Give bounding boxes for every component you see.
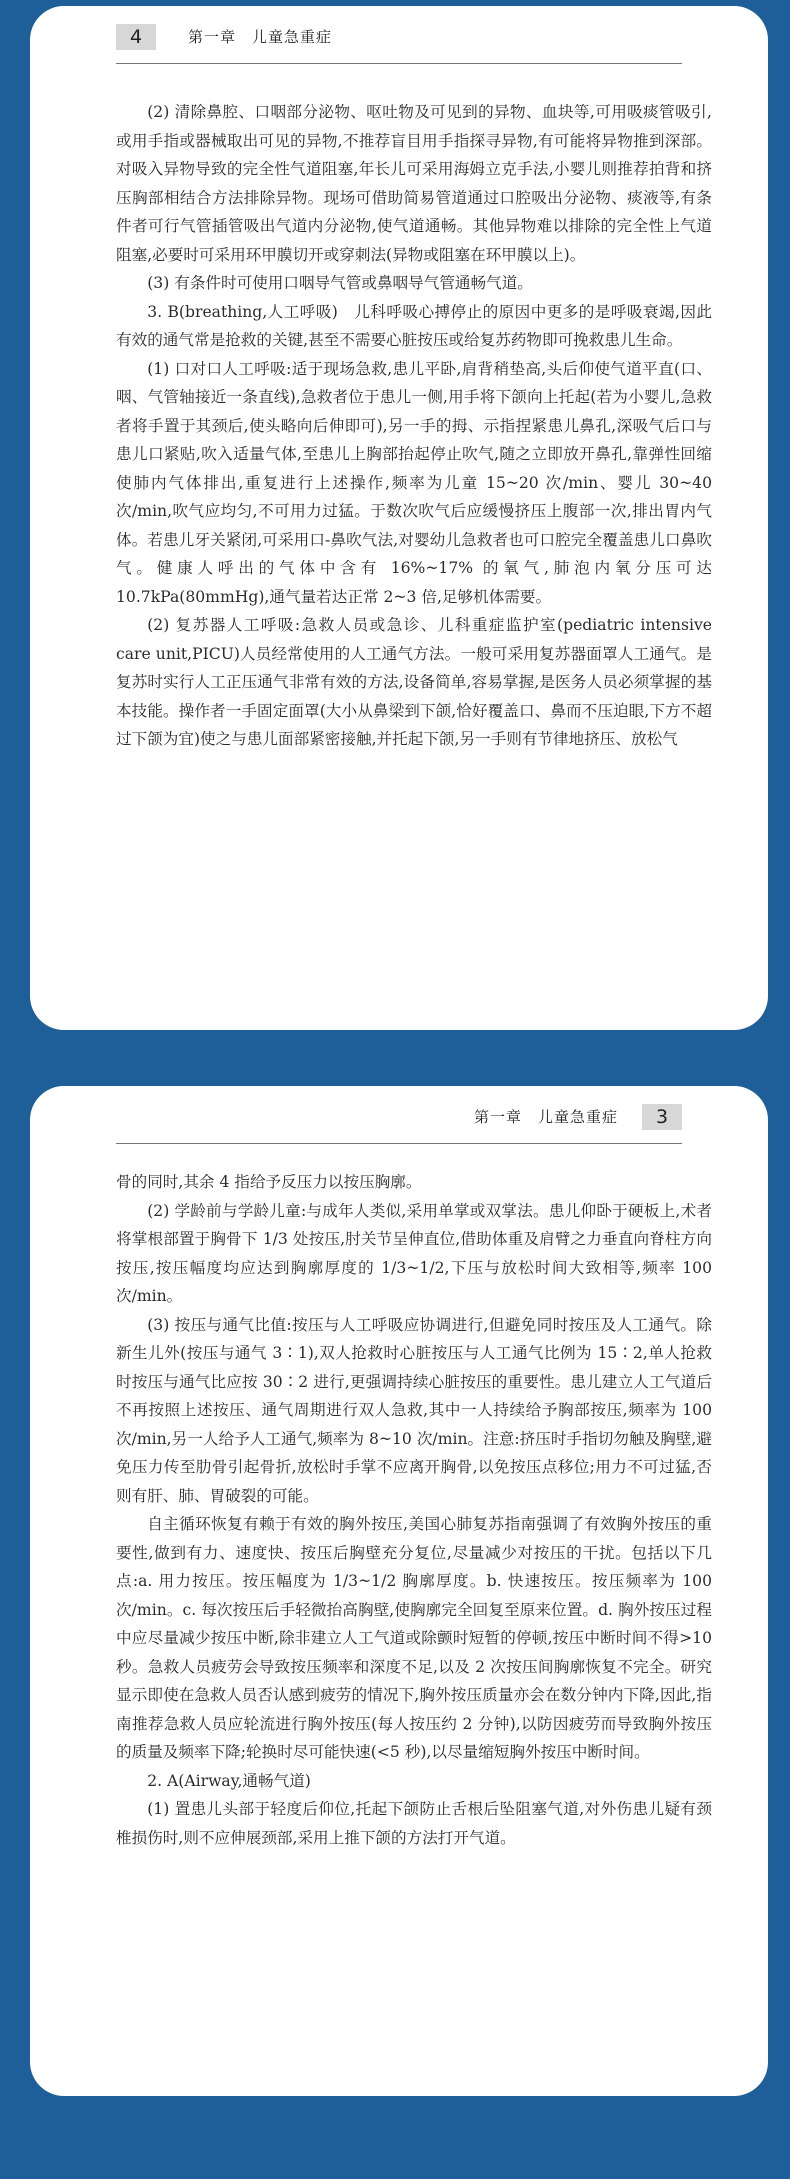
paragraph: (2) 清除鼻腔、口咽部分泌物、呕吐物及可见到的异物、血块等,可用吸痰管吸引,或用手指或器械取出可见的异物,不推荐盲目用手指探寻异物,有可能将异物推到深部。对吸入异物导致的完全性气道阻塞,年长儿可采用海姆立克手法,小婴儿则推荐拍背和挤压胸部相结合方法排除异物。现场可借助简易管道通过口腔吸出分泌物、痰液等,有条件者可行气管插管吸出气道内分泌物,使气道通畅。其他异物难以排除的完全性上气道阻塞,必要时可采用环甲膜切开或穿刺法(异物或阻塞在环甲膜以上)。 — [116, 103, 712, 264]
paragraph: (1) 口对口人工呼吸:适于现场急救,患儿平卧,肩背稍垫高,头后仰使气道平直(口、咽、气管轴接近一条直线),急救者位于患儿一侧,用手将下颌向上托起(若为小婴儿,急救者将手置于其颈后,使头略向后伸即可),另一手的拇、示指捏紧患儿鼻孔,深吸气后口与患儿口紧贴,吹入适量气体,至患儿上胸部抬起停止吹气,随之立即放开鼻孔,靠弹性回缩使肺内气体排出,重复进行上述操作,频率为儿童 15~20 次/min、婴儿 30~40 次/min,吹气应均匀,不可用力过猛。于数次吹气后应缓慢挤压上腹部一次,排出胃内气体。若患儿牙关紧闭,可采用口-鼻吹气法,对婴幼儿急救者也可口腔完全覆盖患儿口鼻吹气。健康人呼出的气体中含有 16%~17% 的氧气,肺泡内氧分压可达 10.7kPa(80mmHg),通气量若达正常 2~3 倍,足够机体需要。 — [116, 359, 712, 606]
paragraph: 自主循环恢复有赖于有效的胸外按压,美国心肺复苏指南强调了有效胸外按压的重要性,做到有力、速度快、按压后胸壁充分复位,尽量减少对按压的干扰。包括以下几点:a. 用力按压。按压幅度为 1/3~1/2 胸廓厚度。b. 快速按压。按压频率为 100 次/min。c. 每次按压后手轻微抬高胸壁,使胸廓完全回复至原来位置。d. 胸外按压过程中应尽量减少按压中断,除非建立人工气道或除颤时短暂的停顿,按压中断时间不得>10 秒。急救人员疲劳会导致按压频率和深度不足,以及 2 次按压间胸廓恢复不完全。研究显示即使在急救人员否认感到疲劳的情况下,胸外按压质量亦会在数分钟内下降,因此,指南推荐急救人员应轮流进行胸外按压(每人按压约 2 分钟),以防因疲劳而导致胸外按压的质量及频率下降;轮换时尽可能快速(<5 秒),以尽量缩短胸外按压中断时间。 — [116, 1515, 712, 1761]
running-header — [116, 1100, 682, 1144]
paragraph: (2) 复苏器人工呼吸:急救人员或急诊、儿科重症监护室(pediatric intensive care unit,PICU)人员经常使用的人工通气方法。一般可采用复苏器面罩人工通气。是复苏时实行人工正压通气非常有效的方法,设备简单,容易掌握,是医务人员必须掌握的基本技能。操作者一手固定面罩(大小从鼻梁到下颌,恰好覆盖口、鼻而不压迫眼,下方不超过下颌为宜)使之与患儿面部紧密接触,并托起下颌,另一手则有节律地挤压、放松气 — [116, 616, 712, 748]
running-header — [116, 20, 682, 64]
book-page-4 — [30, 6, 768, 1030]
book-page-3 — [30, 1086, 768, 2096]
page-body — [116, 1168, 712, 1852]
chapter-title: 第一章 儿童急重症 — [188, 28, 333, 46]
chapter-title: 第一章 儿童急重症 — [473, 1108, 618, 1126]
paragraph: (1) 置患儿头部于轻度后仰位,托起下颌防止舌根后坠阻塞气道,对外伤患儿疑有颈椎损伤时,则不应伸展颈部,采用上推下颌的方法打开气道。 — [116, 1800, 712, 1847]
page-body — [116, 98, 712, 754]
paragraph: (3) 有条件时可使用口咽导气管或鼻咽导气管通畅气道。 — [147, 274, 533, 292]
page-number: 4 — [116, 24, 156, 50]
header-rule — [116, 63, 682, 64]
header-rule — [116, 1143, 682, 1144]
paragraph: (3) 按压与通气比值:按压与人工呼吸应协调进行,但避免同时按压及人工通气。除新生儿外(按压与通气 3∶1),双人抢救时心脏按压与人工通气比例为 15∶2,单人抢救时按压与通气比应按 30∶2 进行,更强调持续心脏按压的重要性。患儿建立人工气道后不再按照上述按压、通气周期进行双人急救,其中一人持续给予胸部按压,频率为 100 次/min,另一人给予人工通气,频率为 8~10 次/min。注意:挤压时手指切勿触及胸壁,避免压力传至肋骨引起骨折,放松时手掌不应离开胸骨,以免按压点移位;用力不可过猛,否则有肝、肺、胃破裂的可能。 — [116, 1315, 712, 1505]
paragraph: (2) 学龄前与学龄儿童:与成年人类似,采用单掌或双掌法。患儿仰卧于硬板上,术者将掌根部置于胸骨下 1/3 处按压,肘关节呈伸直位,借助体重及肩臂之力垂直向脊柱方向按压,按压幅度均应达到胸廓厚度的 1/3~1/2,下压与放松时间大致相等,频率 100 次/min。 — [116, 1201, 712, 1305]
section-heading: 2. A(Airway,通畅气道) — [147, 1771, 311, 1790]
paragraph: 3. B(breathing,人工呼吸) 儿科呼吸心搏停止的原因中更多的是呼吸衰竭,因此有效的通气常是抢救的关键,甚至不需要心脏按压或给复苏药物即可挽救患儿生命。 — [116, 302, 712, 349]
paragraph: 骨的同时,其余 4 指给予反压力以按压胸廓。 — [116, 1173, 422, 1191]
page-number: 3 — [642, 1104, 682, 1130]
